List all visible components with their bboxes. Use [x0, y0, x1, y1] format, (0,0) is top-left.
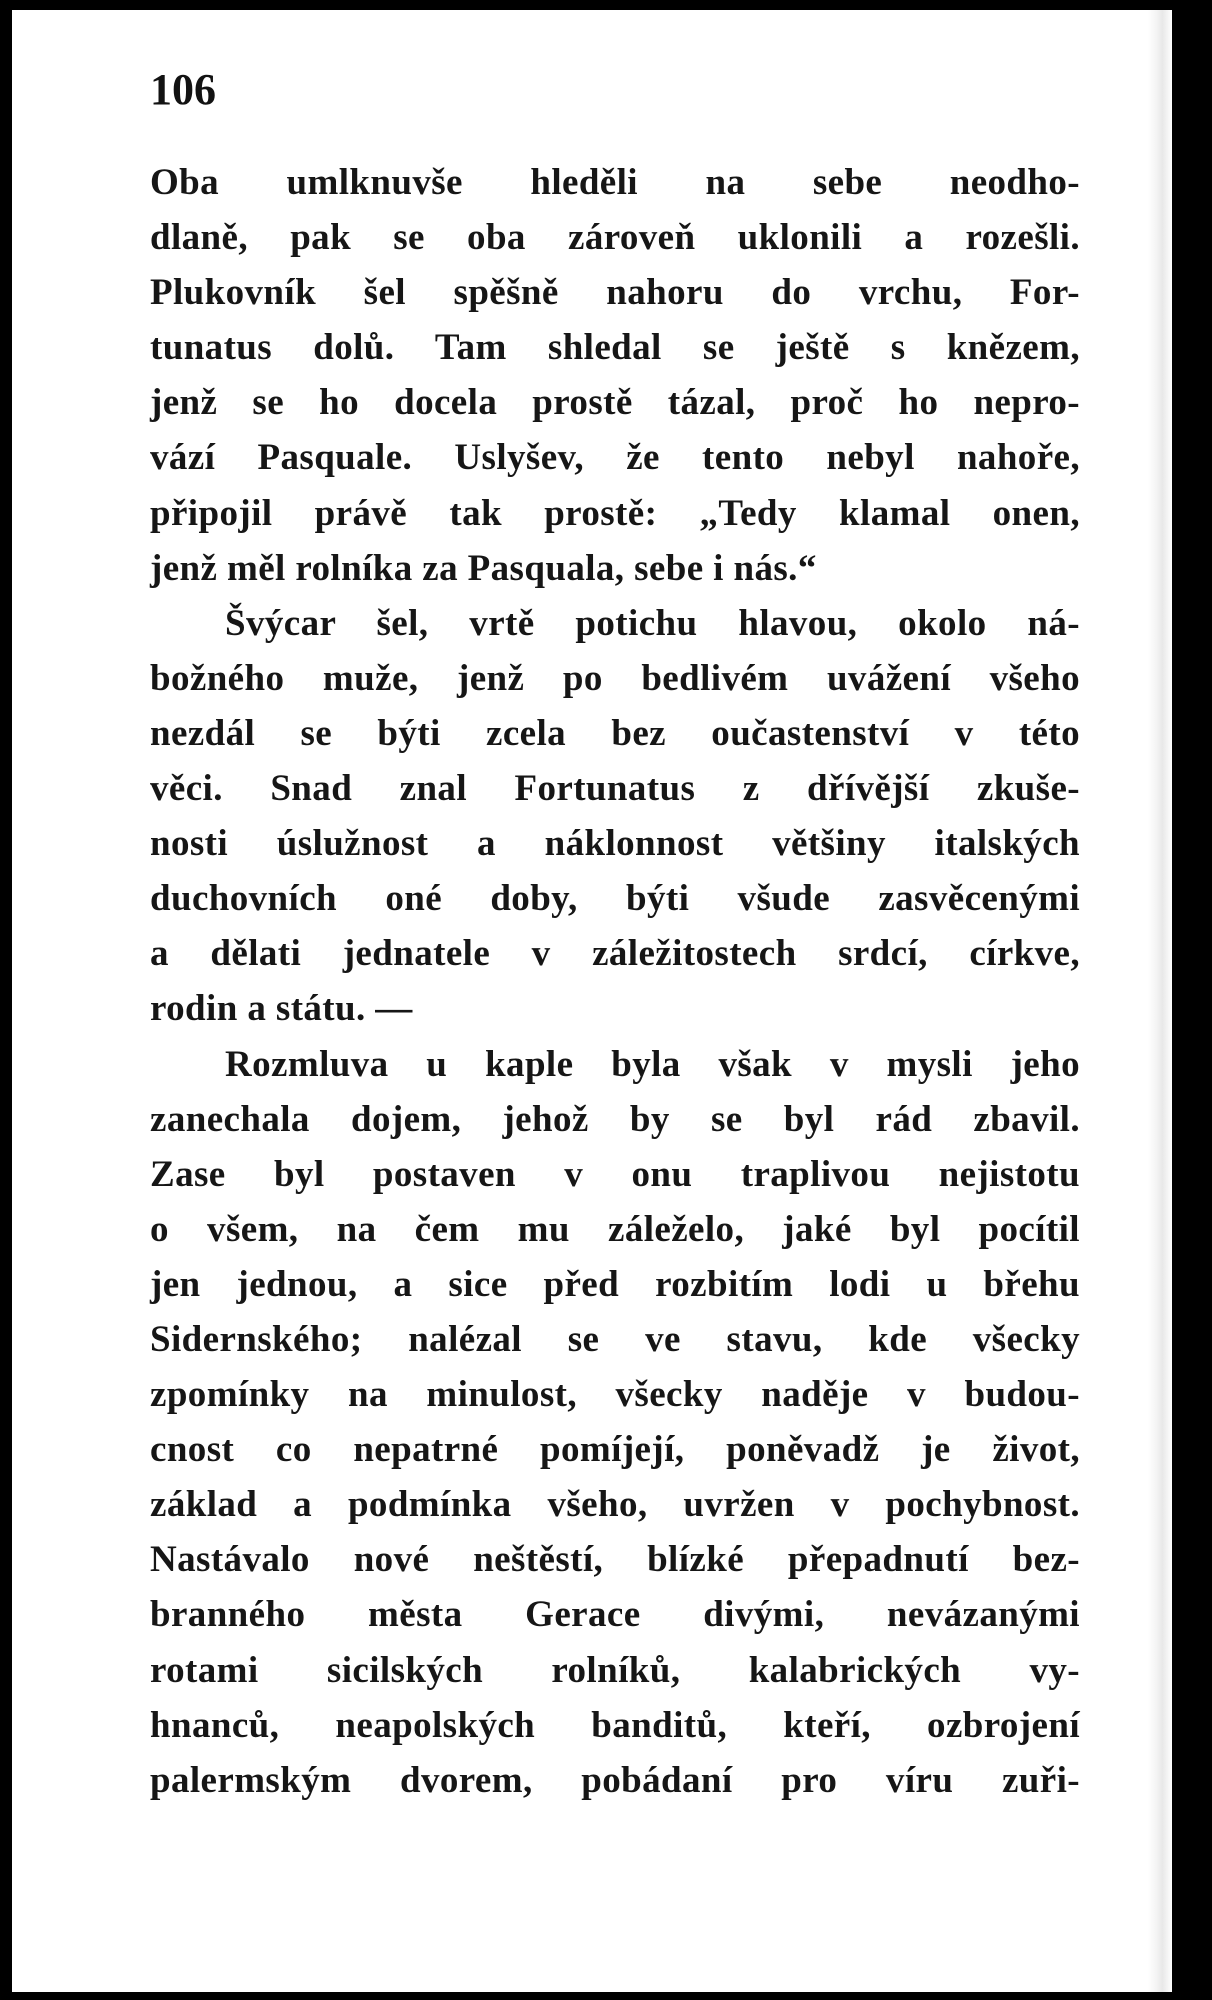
- text-line: Zase byl postaven v onu traplivou nejistotu: [150, 1153, 1080, 1195]
- text-line: zanechala dojem, jehož by se byl rád zbavil.: [150, 1098, 1080, 1140]
- text-line: o všem, na čem mu záleželo, jaké byl pocítil: [150, 1208, 1080, 1250]
- paragraph-start-line: Rozmluva u kaple byla však v mysli jeho: [225, 1043, 1080, 1085]
- page-number: 106: [150, 65, 216, 114]
- text-line: nosti úslužnost a náklonnost většiny italských: [150, 823, 1080, 865]
- text-line: božného muže, jenž po bedlivém uvážení všeho: [150, 657, 1080, 699]
- text-line: duchovních oné doby, býti všude zasvěcenými: [150, 878, 1080, 920]
- text-line: a dělati jednatele v záležitostech srdcí, církve,: [150, 933, 1080, 975]
- paragraph-start-line: Švýcar šel, vrtě potichu hlavou, okolo ná-: [225, 602, 1080, 644]
- text-line: jenž měl rolníka za Pasquala, sebe i nás.“: [150, 547, 817, 589]
- text-line: věci. Snad znal Fortunatus z dřívější zkuše-: [150, 768, 1080, 810]
- text-line: Nastávalo nové neštěstí, blízké přepadnutí bez-: [150, 1539, 1080, 1581]
- text-line: jenž se ho docela prostě tázal, proč ho nepro-: [150, 382, 1080, 424]
- text-line: tunatus dolů. Tam shledal se ještě s knězem,: [150, 327, 1080, 369]
- page-edge-shadow: [1148, 10, 1172, 1992]
- text-line: branného města Gerace divými, nevázanými: [150, 1594, 1080, 1636]
- text-line: rodin a státu. —: [150, 988, 413, 1030]
- text-line: Oba umlknuvše hleděli na sebe neodho-: [150, 162, 1080, 203]
- text-line: jen jednou, a sice před rozbitím lodi u břehu: [150, 1263, 1080, 1305]
- text-line: cnost co nepatrné pomíjejí, poněvadž je život,: [150, 1429, 1080, 1471]
- text-line: dlaně, pak se oba zároveň uklonili a rozešli.: [150, 217, 1080, 259]
- text-line: připojil právě tak prostě: „Tedy klamal onen,: [150, 492, 1080, 534]
- text-line: vází Pasquale. Uslyšev, že tento nebyl nahoře,: [150, 437, 1080, 479]
- text-line: rotami sicilských rolníků, kalabrických vy-: [150, 1649, 1080, 1691]
- text-line: palermským dvorem, pobádaní pro víru zuři-: [150, 1759, 1080, 1801]
- text-line: Sidernského; nalézal se ve stavu, kde všecky: [150, 1318, 1080, 1360]
- text-line: základ a podmínka všeho, uvržen v pochybnost.: [150, 1484, 1080, 1526]
- text-line: hnanců, neapolských banditů, kteří, ozbrojení: [150, 1704, 1080, 1746]
- page-text: [150, 60, 1080, 1808]
- text-line: nezdál se býti zcela bez oučastenství v této: [150, 712, 1080, 754]
- text-line: zpomínky na minulost, všecky naděje v budou-: [150, 1374, 1080, 1416]
- text-line: Plukovník šel spěšně nahoru do vrchu, For-: [150, 272, 1080, 314]
